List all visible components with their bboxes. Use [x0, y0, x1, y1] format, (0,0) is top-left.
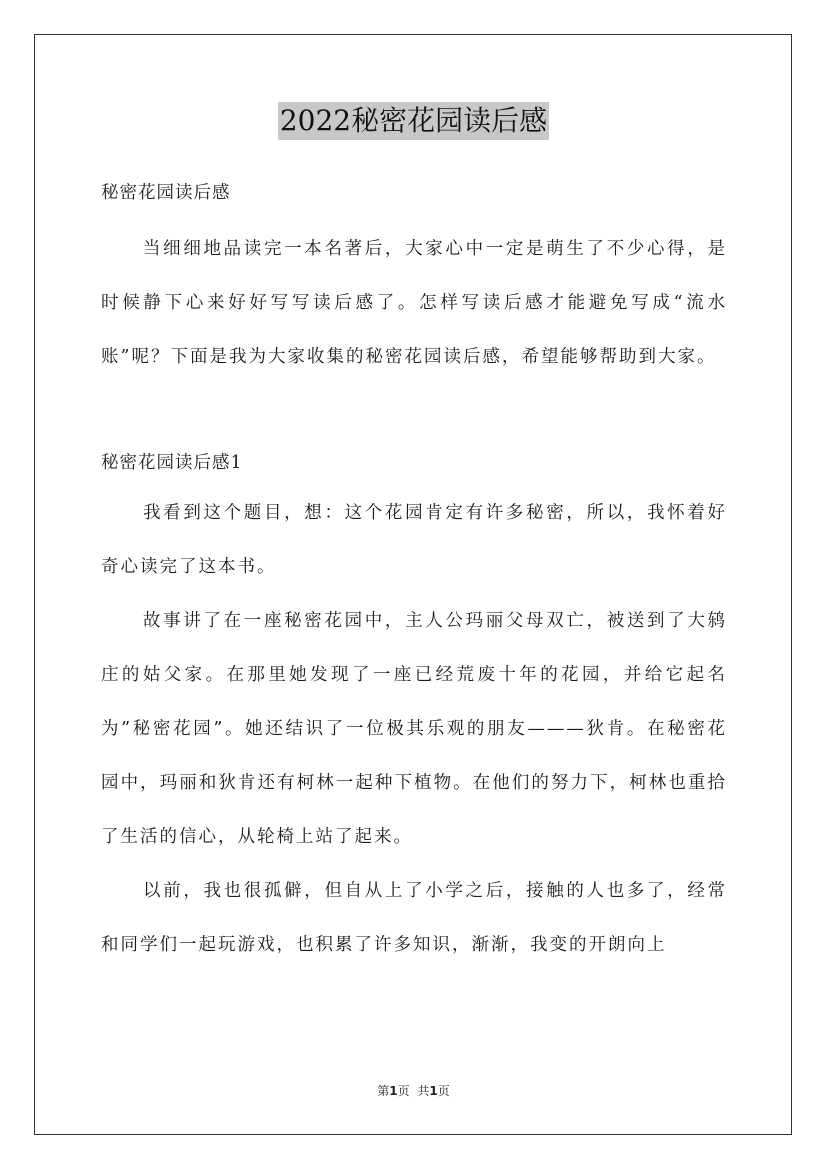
section-heading-1: 秘密花园读后感1: [101, 453, 243, 473]
page-current: 1: [389, 1084, 398, 1098]
spacer: [101, 384, 727, 440]
total-suffix: 页: [437, 1084, 450, 1098]
body-paragraph: 以前，我也很孤僻，但自从上了小学之后，接触的人也多了，经常和同学们一起玩游戏，也积累了许多知识，渐渐，我变的开朗向上: [101, 881, 727, 955]
page-total: 1: [429, 1084, 438, 1098]
page-prefix: 第: [377, 1084, 390, 1098]
page-footer: [0, 1082, 827, 1099]
document-title: 2022秘密花园读后感: [278, 102, 549, 140]
section-heading: 秘密花园读后感: [101, 183, 231, 203]
page-suffix: 页: [397, 1084, 410, 1098]
intro-paragraph: 当细细地品读完一本名著后，大家心中一定是萌生了不少心得，是时候静下心来好好写写读后感了。怎样写读后感才能避免写成“流水账”呢？下面是我为大家收集的秘密花园读后感，希望能够帮助到大家。: [101, 239, 727, 367]
total-prefix: 共: [417, 1084, 430, 1098]
body-paragraph: 我看到这个题目，想：这个花园肯定有许多秘密，所以，我怀着好奇心读完了这本书。: [101, 503, 727, 577]
document-body: [101, 170, 727, 972]
title-container: [0, 102, 827, 140]
body-paragraph: 故事讲了在一座秘密花园中，主人公玛丽父母双亡，被送到了大鸫庄的姑父家。在那里她发现了一座已经荒废十年的花园，并给它起名为”秘密花园”。她还结识了一位极其乐观的朋友———狄肯。在秘密花园中，玛丽和狄肯还有柯林一起种下植物。在他们的努力下，柯林也重拾了生活的信心，从轮椅上站了起来。: [101, 611, 727, 847]
